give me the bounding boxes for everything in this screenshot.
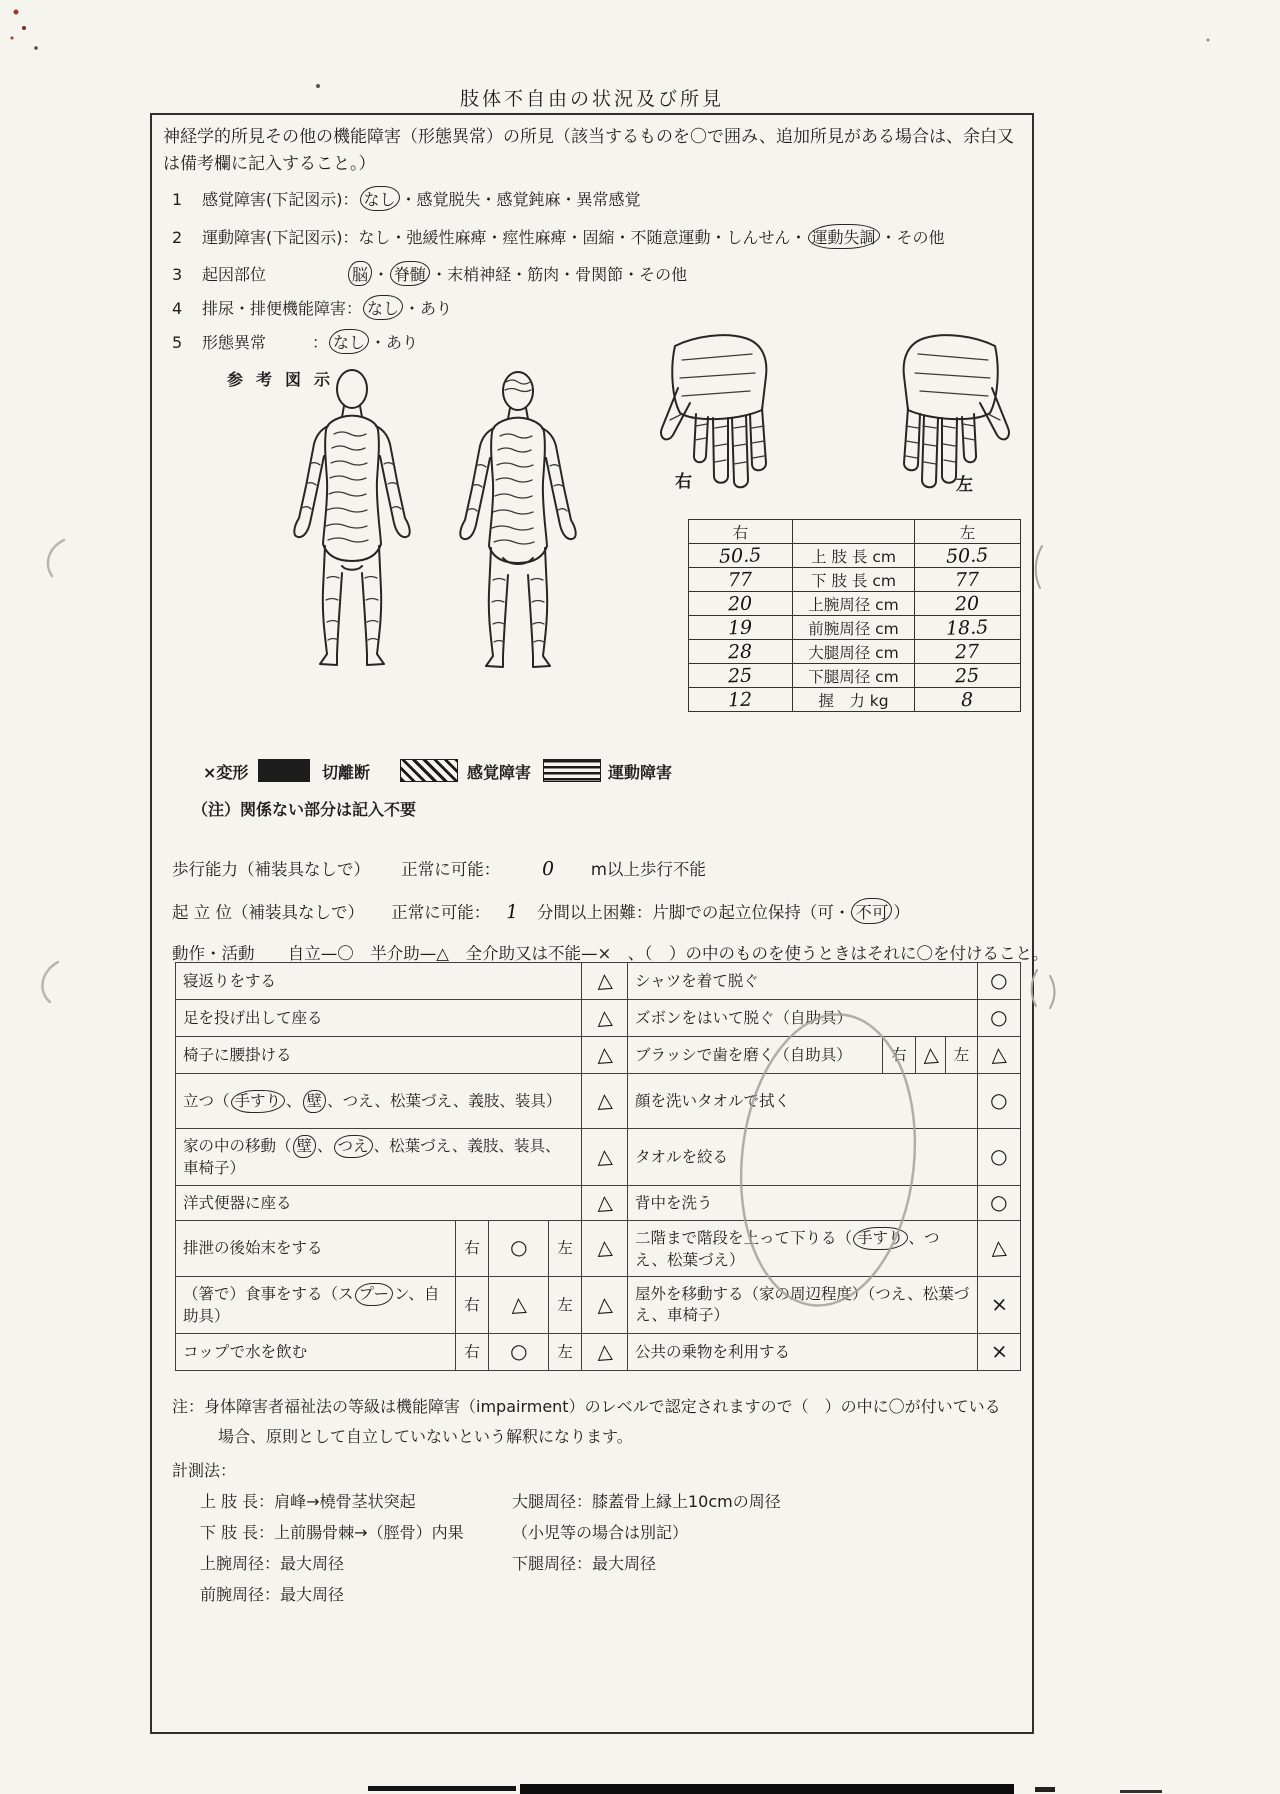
legend-deform: ×変形 — [203, 763, 249, 782]
item-label: 運動障害(下記図示)： — [202, 228, 359, 247]
value-right: 12 — [728, 688, 753, 711]
activity-row-western-toilet — [176, 1186, 1021, 1221]
circled-option: 脳 — [348, 261, 372, 286]
mark-sub: △ — [921, 1040, 939, 1067]
text-part: 、つえ、松葉づえ） — [635, 1228, 940, 1269]
method-left: 上 肢 長：肩峰→橈骨茎状突起 — [200, 1492, 416, 1511]
standing-label: 起 立 位（補装具なしで） — [172, 903, 364, 922]
row-label: 握 力 kg — [793, 688, 915, 712]
note-line-1: 注：身体障害者福祉法の等級は機能障害（impairment）のレベルで認定されますので（ ）の中に〇が付いている — [172, 1397, 1001, 1416]
activity-right: ブラッシで歯を磨く（自助具） — [628, 1037, 883, 1074]
value-right: 25 — [728, 664, 753, 687]
note-line-2: 場合、原則として自立していないという解釈になります。 — [218, 1427, 633, 1446]
body-diagram-front — [282, 368, 422, 678]
item-number: 2 — [172, 228, 183, 247]
activity-left: 椅子に腰掛ける — [176, 1037, 582, 1074]
item-number: 5 — [172, 333, 183, 352]
circled-aid: プー — [355, 1283, 394, 1306]
activity-row-stand — [176, 1074, 1021, 1129]
text-part: 立つ（ — [183, 1091, 230, 1110]
measurement-table — [688, 519, 1021, 712]
actions-header-line — [172, 940, 1049, 964]
mark-left: △ — [595, 1142, 613, 1169]
mark-left: △ — [595, 966, 613, 993]
mark-right: △ — [990, 1234, 1008, 1260]
activity-row-drink-water — [176, 1334, 1021, 1371]
hand-label-left: 左 — [956, 475, 973, 495]
item-3-cause-site — [172, 261, 687, 286]
value-right: 28 — [728, 640, 753, 663]
ink-specks-top-left — [11, 10, 1210, 89]
separator: ： — [312, 333, 329, 352]
activity-right: ズボンをはいて脱ぐ（自助具） — [628, 1000, 978, 1037]
hand-label-right: 右 — [675, 472, 692, 492]
activity-left — [176, 1074, 582, 1129]
sub-label-left: 左 — [549, 1277, 582, 1334]
legend-motor: 運動障害 — [608, 763, 673, 782]
value-left: 50.5 — [945, 543, 990, 568]
method-row — [200, 1579, 781, 1610]
item-2-motor-disorder — [172, 224, 945, 249]
value-left: 27 — [955, 640, 980, 663]
sub-label-right: 右 — [456, 1277, 489, 1334]
standing-ability-line — [172, 898, 910, 924]
activity-left: コップで水を飲む — [176, 1334, 456, 1371]
mark-right: ○ — [989, 1142, 1009, 1169]
activity-right: 公共の乗物を利用する — [628, 1334, 978, 1371]
activity-row-sit-chair — [176, 1037, 1021, 1074]
activity-left: 排泄の後始末をする — [176, 1221, 456, 1277]
mark-sub: ○ — [508, 1234, 528, 1260]
row-label: 下腿周径 cm — [793, 664, 915, 688]
row-label: 大腿周径 cm — [793, 640, 915, 664]
text-part: 、松葉づえ、義肢、装具、車椅子） — [183, 1137, 561, 1177]
activity-right: タオルを絞る — [628, 1129, 978, 1186]
mark-sub: ○ — [508, 1337, 528, 1364]
mark-right: × — [989, 1337, 1009, 1364]
bottom-scan-bar — [368, 1784, 1162, 1794]
mark-sub: △ — [509, 1290, 527, 1317]
measurement-header-row — [689, 520, 1021, 544]
measurement-row-lower-limb — [689, 568, 1021, 592]
item-number: 3 — [172, 265, 183, 284]
text-part: 、 — [317, 1137, 333, 1155]
row-label: 上 肢 長 cm — [793, 544, 915, 568]
text-part: 二階まで階段を上って下りる（ — [635, 1228, 853, 1247]
measurement-row-grip — [689, 688, 1021, 712]
method-list — [200, 1486, 781, 1610]
value-left: 20 — [955, 592, 980, 615]
value-right: 50.5 — [718, 543, 763, 568]
activity-row-toileting-cleanup — [176, 1221, 1021, 1277]
circled-option: なし — [360, 186, 400, 211]
value-right: 19 — [728, 616, 753, 639]
text-part: 家の中の移動（ — [183, 1137, 292, 1155]
item-options: ・あり — [370, 333, 419, 352]
mark-left: △ — [595, 1234, 613, 1260]
standing-normal: 正常に可能： — [391, 903, 491, 922]
legend-note: （注）関係ない部分は記入不要 — [192, 800, 417, 819]
activity-left — [176, 1277, 456, 1334]
impairment-note — [172, 1392, 1001, 1452]
measurement-row-upper-limb — [689, 544, 1021, 568]
page-title: 肢体不自由の状況及び所見 — [459, 88, 724, 110]
mark-left: △ — [595, 1188, 613, 1215]
row-label: 上腕周径 cm — [793, 592, 915, 616]
measurement-row-upper-arm — [689, 592, 1021, 616]
mark-left: △ — [595, 1086, 613, 1113]
method-row — [200, 1517, 781, 1548]
legend-sensory: 感覚障害 — [467, 763, 532, 782]
activity-left: 足を投げ出して座る — [176, 1000, 582, 1037]
activity-left: 寝返りをする — [176, 963, 582, 1000]
body-diagram-back — [448, 370, 588, 680]
method-row — [200, 1486, 781, 1517]
value-left: 18.5 — [945, 615, 990, 640]
standing-end: ） — [893, 903, 910, 922]
sub-label-right: 右 — [456, 1221, 489, 1277]
item-options: ・あり — [404, 299, 453, 318]
circled-option: 運動失調 — [808, 224, 880, 249]
activity-right — [628, 1221, 978, 1277]
measurement-row-calf — [689, 664, 1021, 688]
activity-right: シャツを着て脱ぐ — [628, 963, 978, 1000]
method-right: （小児等の場合は別記） — [512, 1523, 689, 1542]
item-label: 起因部位 — [202, 265, 267, 284]
left-hand-figure — [904, 335, 1009, 487]
sub-label-right: 右 — [883, 1037, 916, 1074]
walking-normal: 正常に可能： — [401, 860, 501, 879]
activity-row-eating — [176, 1277, 1021, 1334]
legend-sensory-swatch — [400, 759, 458, 782]
actions-legend: 自立—〇 半介助—△ 全介助又は不能—× 、（ ）の中のものを使うときはそれに〇を付けること。 — [287, 944, 1049, 963]
circled-aid: 手すり — [231, 1090, 286, 1113]
activity-row-move-indoors — [176, 1129, 1021, 1186]
text-part: （箸で）食事をする（ス — [183, 1285, 354, 1303]
value-left: 77 — [955, 568, 980, 591]
sub-label-left: 左 — [549, 1334, 582, 1371]
sub-label-right: 右 — [456, 1334, 489, 1371]
mark-right: × — [989, 1290, 1009, 1317]
text-part: 、つえ、松葉づえ、義肢、装具） — [327, 1091, 562, 1110]
legend-amputation-swatch — [258, 759, 310, 782]
intro-text: 神経学的所見その他の機能障害（形態異常）の所見（該当するものを〇で囲み、追加所見がある場合は、余白又は備考欄に記入すること。） — [163, 127, 1015, 174]
method-title: 計測法： — [172, 1461, 237, 1480]
measurement-row-forearm — [689, 616, 1021, 640]
item-label: 感覚障害(下記図示)： — [202, 190, 359, 209]
text-part: 、 — [286, 1091, 302, 1110]
text-part: ン、自助具） — [183, 1285, 440, 1325]
col-header-left: 左 — [915, 520, 1021, 544]
right-hand-figure — [661, 335, 766, 487]
item-1-sensory-disorder — [172, 186, 641, 211]
circled-aid: 壁 — [303, 1090, 327, 1113]
mark-right: △ — [990, 1040, 1008, 1067]
method-row — [200, 1548, 781, 1579]
mark-right: ○ — [989, 1188, 1009, 1215]
item-4-excretion-disorder — [172, 295, 452, 320]
walking-ability-line — [172, 856, 706, 880]
item-options: ・その他 — [880, 228, 945, 247]
circled-option: なし — [329, 329, 369, 354]
item-number: 4 — [172, 299, 183, 318]
row-label: 下 肢 長 cm — [793, 568, 915, 592]
activity-row-sit-legs-out — [176, 1000, 1021, 1037]
item-5-morphological-abnormality — [172, 329, 418, 354]
circled-aid: 壁 — [293, 1135, 317, 1158]
walking-value-handwritten: 0 — [541, 857, 554, 881]
item-options: ・末梢神経・筋肉・骨関節・その他 — [431, 265, 688, 284]
activity-left — [176, 1129, 582, 1186]
activity-right: 顔を洗いタオルで拭く — [628, 1074, 978, 1129]
method-right: 大腿周径：膝蓋骨上縁上10cmの周径 — [512, 1492, 781, 1511]
sub-label-left: 左 — [946, 1037, 978, 1074]
mark-right: ○ — [989, 966, 1009, 993]
value-left: 25 — [955, 664, 980, 687]
mark-left: △ — [595, 1290, 613, 1317]
mark-left: △ — [595, 1337, 613, 1364]
activity-right: 背中を洗う — [628, 1186, 978, 1221]
method-right: 下腿周径：最大周径 — [512, 1554, 657, 1573]
legend-motor-swatch — [543, 759, 601, 782]
item-label: 排尿・排便機能障害： — [202, 299, 363, 318]
legend-amputation: 切離断 — [322, 763, 371, 782]
item-label: 形態異常 — [202, 333, 267, 352]
row-label: 前腕周径 cm — [793, 616, 915, 640]
col-header-spacer — [793, 520, 915, 544]
value-right: 77 — [728, 568, 753, 591]
measurement-row-thigh — [689, 640, 1021, 664]
item-options: ・感覚脱失・感覚鈍麻・異常感覚 — [400, 190, 641, 209]
circled-aid: 手すり — [853, 1227, 908, 1250]
standing-value-handwritten: 1 — [505, 900, 518, 924]
activity-right: 屋外を移動する（家の周辺程度）（つえ、松葉づえ、車椅子） — [628, 1277, 978, 1334]
reference-figure-label: 参考図示 — [227, 370, 344, 389]
value-left: 8 — [961, 688, 974, 711]
separator: ・ — [373, 265, 390, 284]
mark-left: △ — [595, 1040, 613, 1067]
circled-option: 不可 — [851, 898, 892, 924]
walking-suffix: m以上歩行不能 — [590, 860, 706, 879]
circled-option: 脊髄 — [390, 261, 430, 286]
method-left: 下 肢 長：上前腸骨棘→（脛骨）内果 — [200, 1523, 464, 1542]
standing-mid: 分間以上困難：片脚での起立位保持（可・ — [536, 903, 851, 922]
actions-label: 動作・活動 — [172, 944, 255, 963]
activity-left: 洋式便器に座る — [176, 1186, 582, 1221]
circled-option: なし — [363, 295, 403, 320]
mark-right: ○ — [989, 1003, 1009, 1030]
activity-row-rollover — [176, 963, 1021, 1000]
item-options: なし・弛緩性麻痺・痙性麻痺・固縮・不随意運動・しんせん・ — [358, 228, 807, 247]
activity-table — [175, 962, 1021, 1371]
walking-label: 歩行能力（補装具なしで） — [172, 860, 370, 879]
method-left: 前腕周径：最大周径 — [200, 1585, 345, 1604]
value-right: 20 — [728, 592, 753, 615]
circled-aid: つえ — [334, 1135, 373, 1158]
sub-label-left: 左 — [549, 1221, 582, 1277]
col-header-right: 右 — [689, 520, 793, 544]
method-left: 上腕周径：最大周径 — [200, 1554, 345, 1573]
item-number: 1 — [172, 190, 183, 209]
mark-left: △ — [595, 1003, 613, 1030]
mark-right: ○ — [989, 1086, 1009, 1113]
